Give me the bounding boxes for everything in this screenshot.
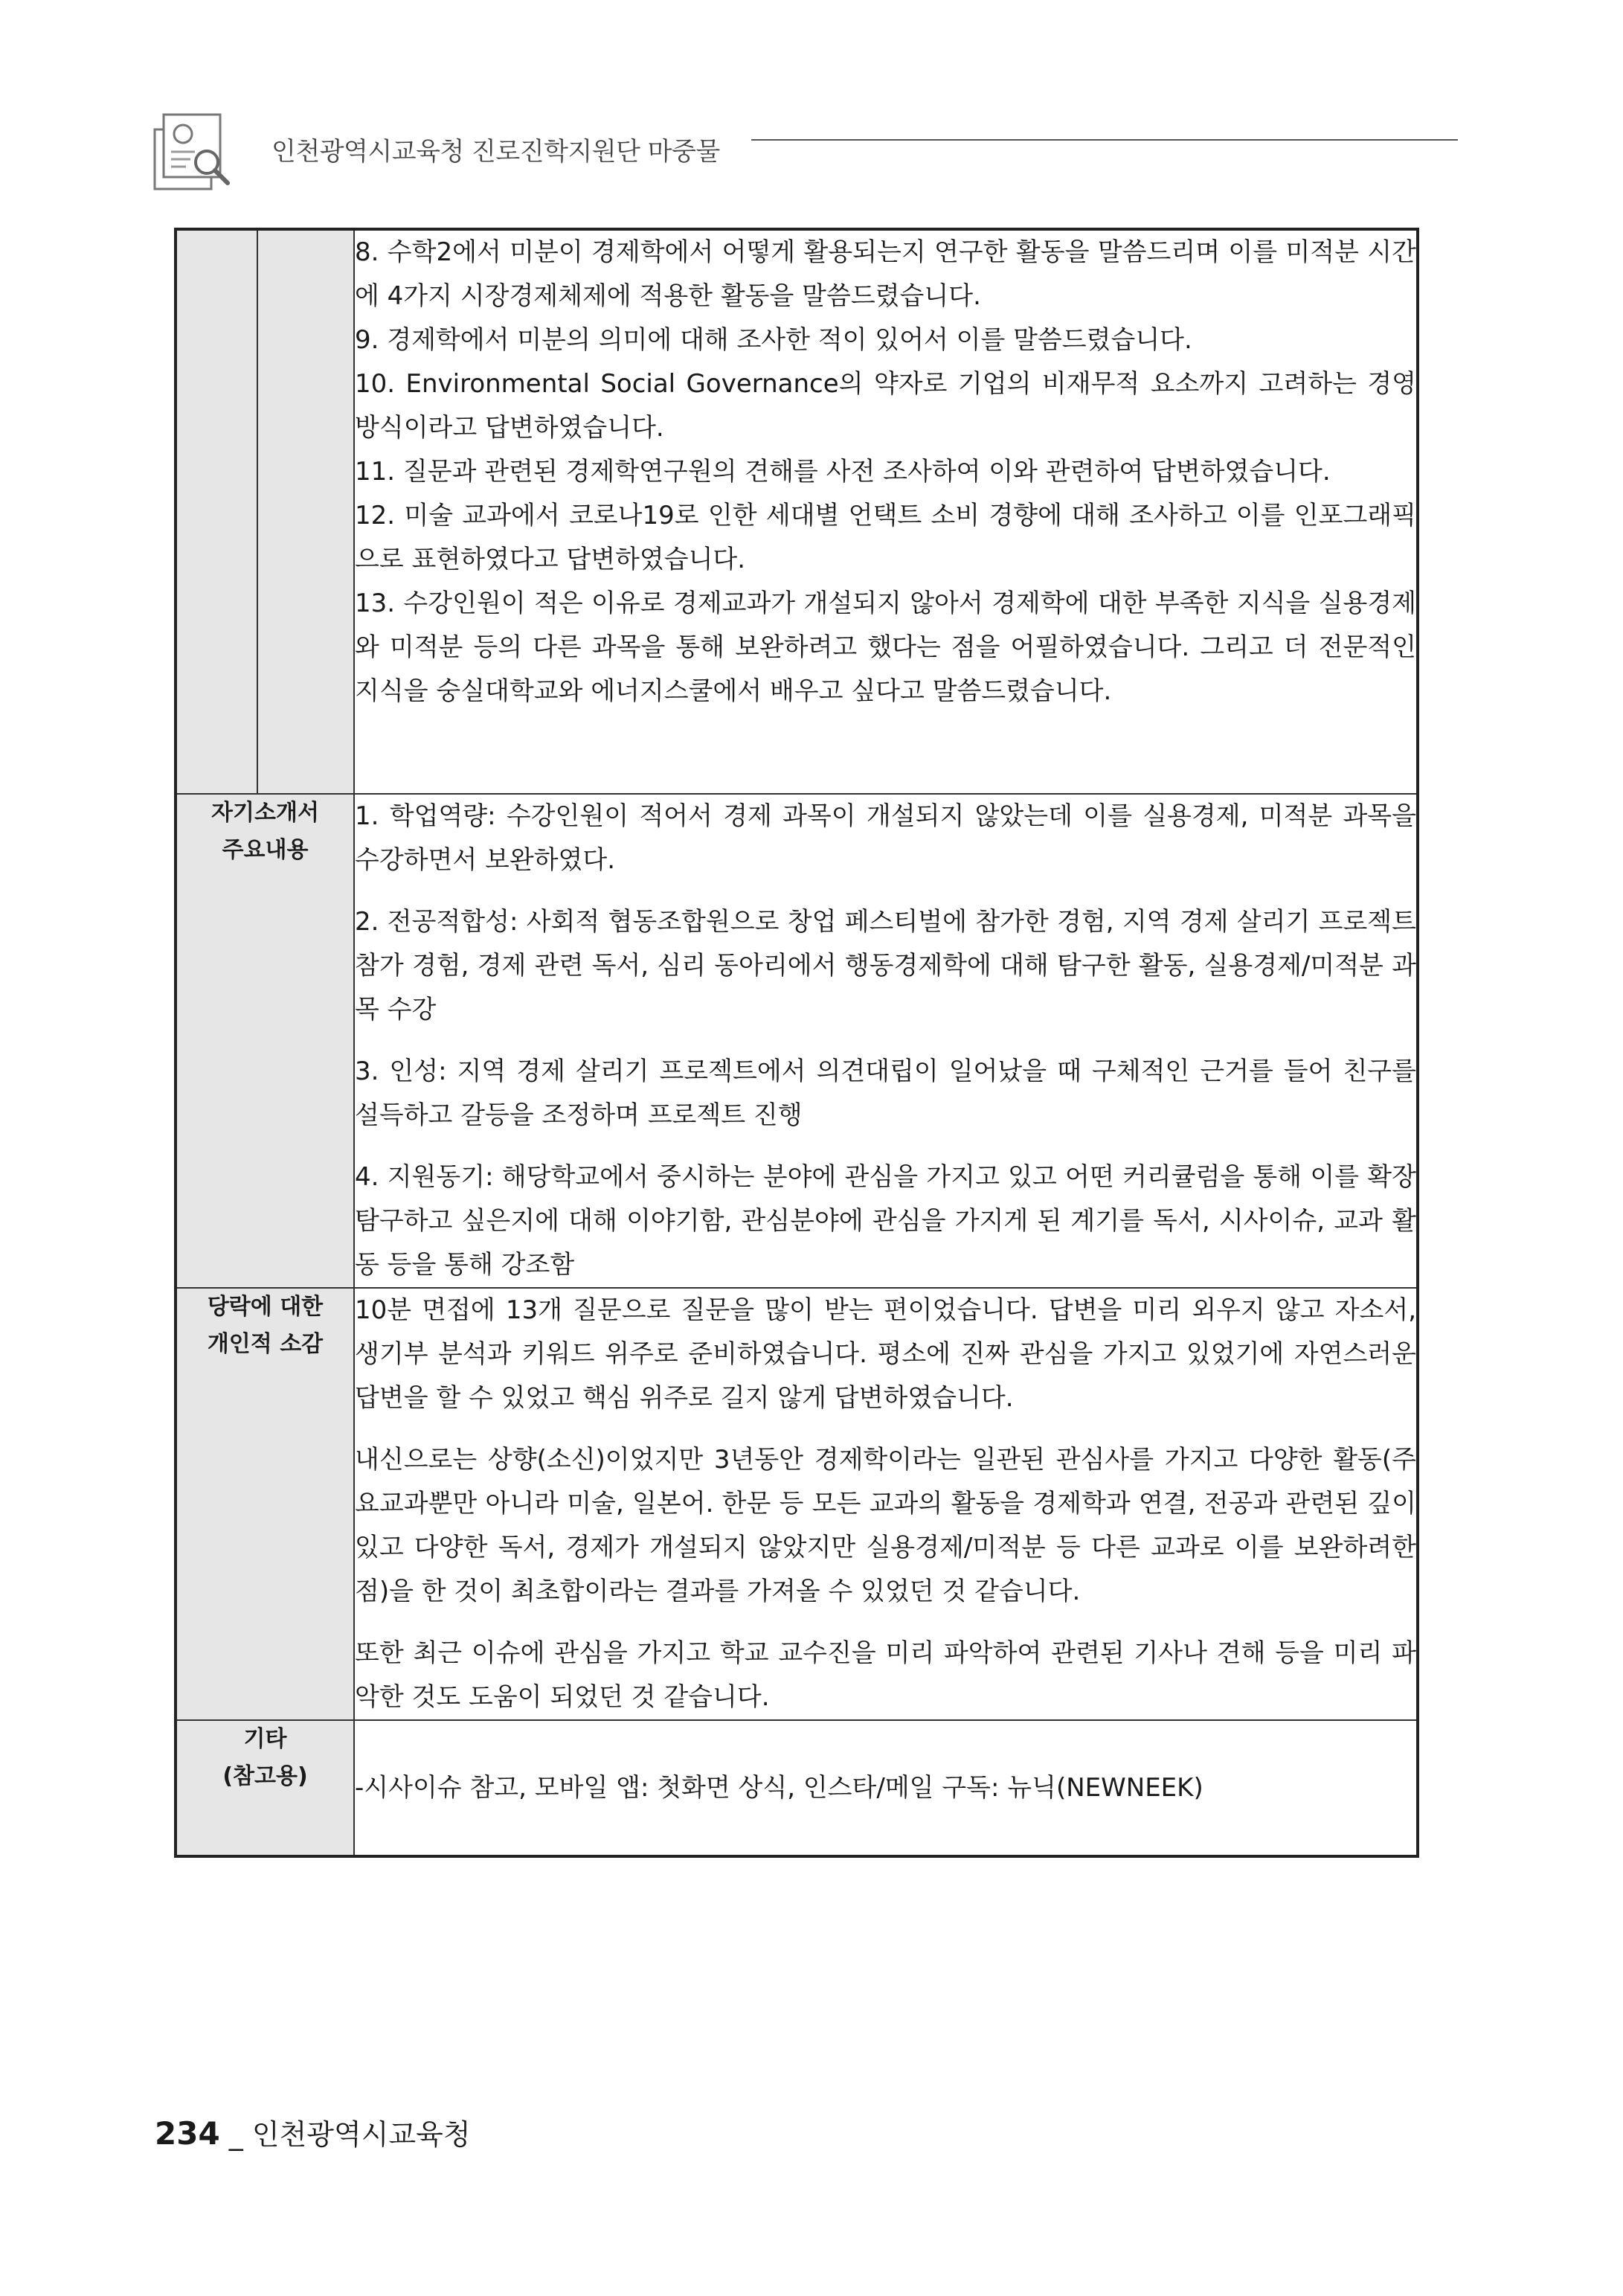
answer-item: 12. 미술 교과에서 코로나19로 인한 세대별 언택트 소비 경향에 대해 조사하고 이를 인포그래픽으로 표현하였다고 답변하였습니다. <box>355 501 1416 574</box>
personal-reflection-content <box>354 1288 1418 1720</box>
personal-reflection-label: 당락에 대한 개인적 소감 <box>176 1288 354 1720</box>
answer-item: 13. 수강인원이 적은 이유로 경제교과가 개설되지 않아서 경제학에 대한 부족한 지식을 실용경제와 미적분 등의 다른 과목을 통해 보완하려고 했다는 점을 어필하였습니다. 그리고 더 전문적인 지식을 숭실대학교와 에너지스쿨에서 배우고 싶다고 말씀드렸습니다. <box>355 589 1416 706</box>
paragraph: 내신으로는 상향(소신)이었지만 3년동안 경제학이라는 일관된 관심사를 가지고 다양한 활동(주요교과뿐만 아니라 미술, 일본어. 한문 등 모든 교과의 활동을 경제학과 연결, 전공과 관련된 깊이 있고 다양한 독서, 경제가 개설되지 않았지만 실용경제/미적분 등 다른 교과로 이를 보완하려한 점)을 한 것이 최초합이라는 결과를 가져올 수 있었던 것 같습니다. <box>355 1445 1416 1606</box>
paragraph: 10분 면접에 13개 질문으로 질문을 많이 받는 편이었습니다. 답변을 미리 외우지 않고 자소서, 생기부 분석과 키워드 위주로 준비하였습니다. 평소에 진짜 관심을 가지고 있었기에 자연스러운 답변을 할 수 있었고 핵심 위주로 길지 않게 답변하였습니다. <box>355 1295 1416 1413</box>
row-self-introduction <box>176 794 1418 1288</box>
paragraph: -시사이슈 참고, 모바일 앱: 첫화면 상식, 인스타/메일 구독: 뉴닉(NEWNEEK) <box>355 1772 1203 1803</box>
label-cell-empty <box>176 229 257 794</box>
etc-content <box>354 1720 1418 1856</box>
document-search-icon <box>149 104 238 193</box>
paragraph: 4. 지원동기: 해당학교에서 중시하는 분야에 관심을 가지고 있고 어떤 커리큘럼을 통해 이를 확장탐구하고 싶은지에 대해 이야기함, 관심분야에 관심을 가지게 된 계기를 독서, 시사이슈, 교과 활동 등을 통해 강조함 <box>355 1162 1416 1280</box>
self-introduction-label: 자기소개서 주요내용 <box>176 794 354 1288</box>
label-cell-empty-2 <box>257 229 354 794</box>
self-introduction-content <box>354 794 1418 1288</box>
page-footer <box>155 2111 471 2152</box>
footer-separator: _ <box>228 2118 243 2151</box>
etc-label: 기타 (참고용) <box>176 1720 354 1856</box>
answer-item: 11. 질문과 관련된 경제학연구원의 견해를 사전 조사하여 이와 관련하여 답변하였습니다. <box>355 457 1331 487</box>
paragraph: 1. 학업역량: 수강인원이 적어서 경제 과목이 개설되지 않았는데 이를 실용경제, 미적분 과목을 수강하면서 보완하였다. <box>355 801 1416 875</box>
paragraph: 2. 전공적합성: 사회적 협동조합원으로 창업 페스티벌에 참가한 경험, 지역 경제 살리기 프로젝트 참가 경험, 경제 관련 독서, 심리 동아리에서 행동경제학에 대해 탐구한 활동, 실용경제/미적분 과목 수강 <box>355 907 1416 1024</box>
footer-org: 인천광역시교육청 <box>251 2118 471 2151</box>
row-interview-answers <box>176 229 1418 794</box>
header-title: 인천광역시교육청 진로진학지원단 마중물 <box>271 137 720 167</box>
interview-answers-cell <box>354 229 1418 794</box>
answer-item: 9. 경제학에서 미분의 의미에 대해 조사한 적이 있어서 이를 말씀드렸습니다. <box>355 325 1192 355</box>
header-divider <box>751 139 1458 141</box>
page-number: 234 <box>155 2115 220 2152</box>
answer-item: 8. 수학2에서 미분이 경제학에서 어떻게 활용되는지 연구한 활동을 말씀드리며 이를 미적분 시간에 4가지 시장경제체제에 적용한 활동을 말씀드렸습니다. <box>355 237 1416 311</box>
row-etc <box>176 1720 1418 1856</box>
paragraph: 3. 인성: 지역 경제 살리기 프로젝트에서 의견대립이 일어났을 때 구체적인 근거를 들어 친구를 설득하고 갈등을 조정하며 프로젝트 진행 <box>355 1056 1416 1130</box>
interview-record-table <box>174 228 1419 1858</box>
page-header <box>149 104 1458 193</box>
answer-item: 10. Environmental Social Governance의 약자로 기업의 비재무적 요소까지 고려하는 경영방식이라고 답변하였습니다. <box>355 369 1416 443</box>
row-personal-reflection <box>176 1288 1418 1720</box>
paragraph: 또한 최근 이슈에 관심을 가지고 학교 교수진을 미리 파악하여 관련된 기사나 견해 등을 미리 파악한 것도 도움이 되었던 것 같습니다. <box>355 1638 1416 1712</box>
